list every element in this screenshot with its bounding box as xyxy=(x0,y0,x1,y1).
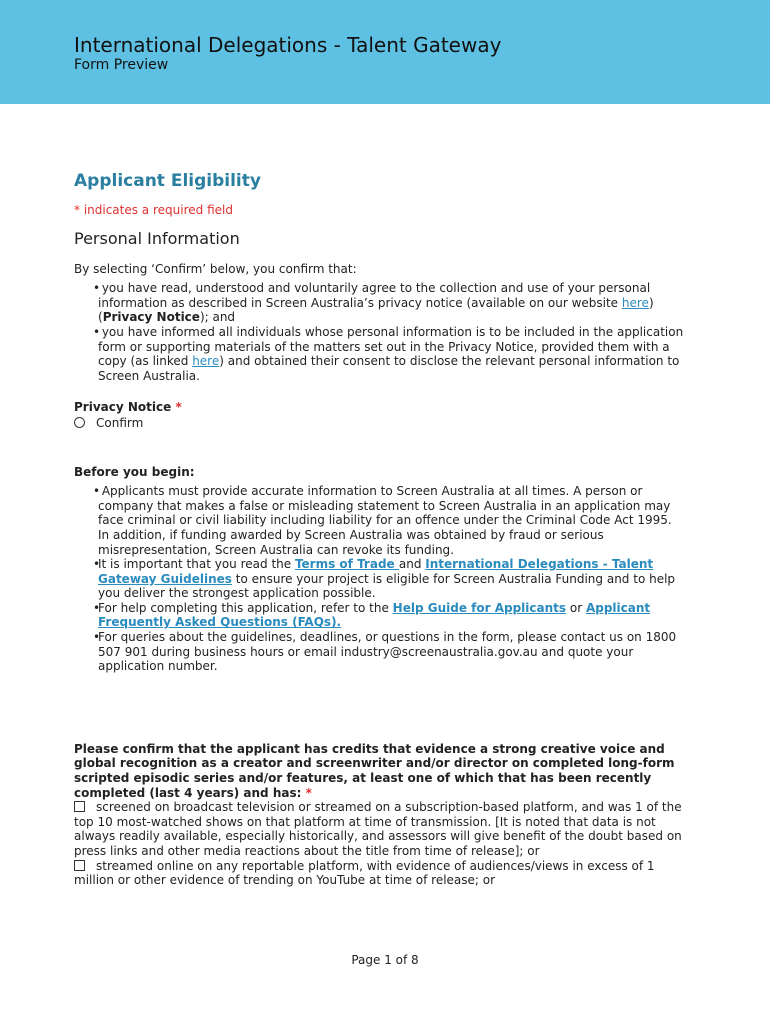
bullet-icon: • xyxy=(93,324,101,339)
privacy-bullet-text: ) ( xyxy=(98,295,654,325)
credits-option-text: streamed online on any reportable platform, with evidence of audiences/views in excess of 1 million or other evidence of trending on YouTube at time of release; or xyxy=(74,858,655,888)
required-note: * indicates a required field xyxy=(74,203,233,217)
credits-question xyxy=(74,742,684,800)
list-item xyxy=(93,600,684,630)
credits-option-text: screened on broadcast television or streamed on a subscription-based platform, and was 1 of the top 10 most-watched shows on that platform at time of transmission. [It is noted that data is not always readily available, especially historically, and assessors will give benefit of the doubt based on press links and other media reactions about the title from time of release]; or xyxy=(74,800,682,858)
privacy-copy-link[interactable]: here xyxy=(192,354,220,369)
terms-of-trade-link[interactable]: Terms of Trade xyxy=(294,557,399,572)
subheading-personal-information: Personal Information xyxy=(74,228,240,248)
help-guide-link[interactable]: Help Guide for Applicants xyxy=(392,600,567,615)
confirm-label: Confirm xyxy=(96,415,144,430)
bullet-icon: • xyxy=(93,600,101,615)
before-bullet-list xyxy=(74,484,684,674)
bullet-icon: • xyxy=(93,557,101,572)
privacy-bullet-text: you have informed all individuals whose personal information is to be included in the application form or supporting materials of the matters set out in the Privacy Notice, provided them with a copy (as linked xyxy=(98,324,684,369)
privacy-notice-label xyxy=(74,400,684,415)
before-bullet-text: For queries about the guidelines, deadlines, or questions in the form, please contact us on 1800 507 901 during business hours or email industry@screenaustralia.gov.au and quote your application number. xyxy=(98,630,677,674)
privacy-confirm-option[interactable] xyxy=(74,416,684,431)
privacy-bullet-text: ) and obtained their consent to disclose the relevant personal information to Screen Australia. xyxy=(98,354,680,383)
page-number: Page 1 of 8 xyxy=(351,953,419,967)
guidelines-link[interactable]: International Delegations - Talent Gateway Guidelines xyxy=(98,557,654,586)
before-bullet-text: For help completing this application, refer to the xyxy=(98,600,393,615)
before-you-begin-heading: Before you begin: xyxy=(74,464,195,479)
before-bullet-text: and xyxy=(398,557,426,572)
privacy-intro: By selecting ‘Confirm’ below, you confirm that: xyxy=(74,261,357,276)
checkbox-icon[interactable] xyxy=(74,801,85,812)
before-bullet-text: Applicants must provide accurate information to Screen Australia at all times. A person or company that makes a false or misleading statement to Screen Australia in an application may face criminal or civil liability including liability for an offence under the Criminal Code Act 1995. In addition, if funding awarded by Screen Australia was obtained by fraud or serious misrepresentation, Screen Australia can revoke its funding. xyxy=(98,484,672,557)
form-title: International Delegations - Talent Gateway xyxy=(74,33,502,57)
list-item xyxy=(93,557,684,601)
before-bullet-text: to ensure your project is eligible for Screen Australia Funding and to help you deliver the strongest application possible. xyxy=(98,571,676,601)
list-item xyxy=(93,630,684,674)
required-star: * xyxy=(175,400,182,415)
before-bullet-text: It is important that you read the xyxy=(98,557,295,572)
list-item xyxy=(93,324,684,383)
privacy-notice-term: Privacy Notice xyxy=(102,310,200,325)
faq-link[interactable]: Applicant Frequently Asked Questions (FAQs). xyxy=(98,600,651,630)
confirm-radio[interactable] xyxy=(74,417,85,428)
credits-question-text: Please confirm that the applicant has credits that evidence a strong creative voice and global recognition as a creator and screenwriter and/or director on completed long-form scripted episodic series and/or features, at least one of which that has been recently completed (last 4 years) and has: xyxy=(74,741,675,800)
bullet-icon: • xyxy=(93,630,101,645)
credits-option-streamed[interactable] xyxy=(74,859,684,888)
privacy-bullet-list xyxy=(74,281,684,383)
credits-option-broadcast[interactable] xyxy=(74,800,684,858)
checkbox-icon[interactable] xyxy=(74,860,85,871)
privacy-bullet-text: ); and xyxy=(199,310,236,325)
privacy-notice-label-text: Privacy Notice xyxy=(74,400,172,415)
list-item xyxy=(93,281,684,325)
privacy-notice-link[interactable]: here xyxy=(621,295,649,310)
bullet-icon: • xyxy=(93,281,101,296)
form-content xyxy=(74,170,684,888)
list-item xyxy=(93,484,684,557)
page-header xyxy=(0,0,770,104)
bullet-icon: • xyxy=(93,484,101,499)
section-title: Applicant Eligibility xyxy=(74,171,261,191)
required-star: * xyxy=(305,785,312,800)
privacy-bullet-text: you have read, understood and voluntarily agree to the collection and use of your personal information as described in Screen Australia’s privacy notice (available on our website xyxy=(98,281,651,310)
form-subtitle: Form Preview xyxy=(74,57,169,73)
before-bullet-text: or xyxy=(566,600,586,615)
